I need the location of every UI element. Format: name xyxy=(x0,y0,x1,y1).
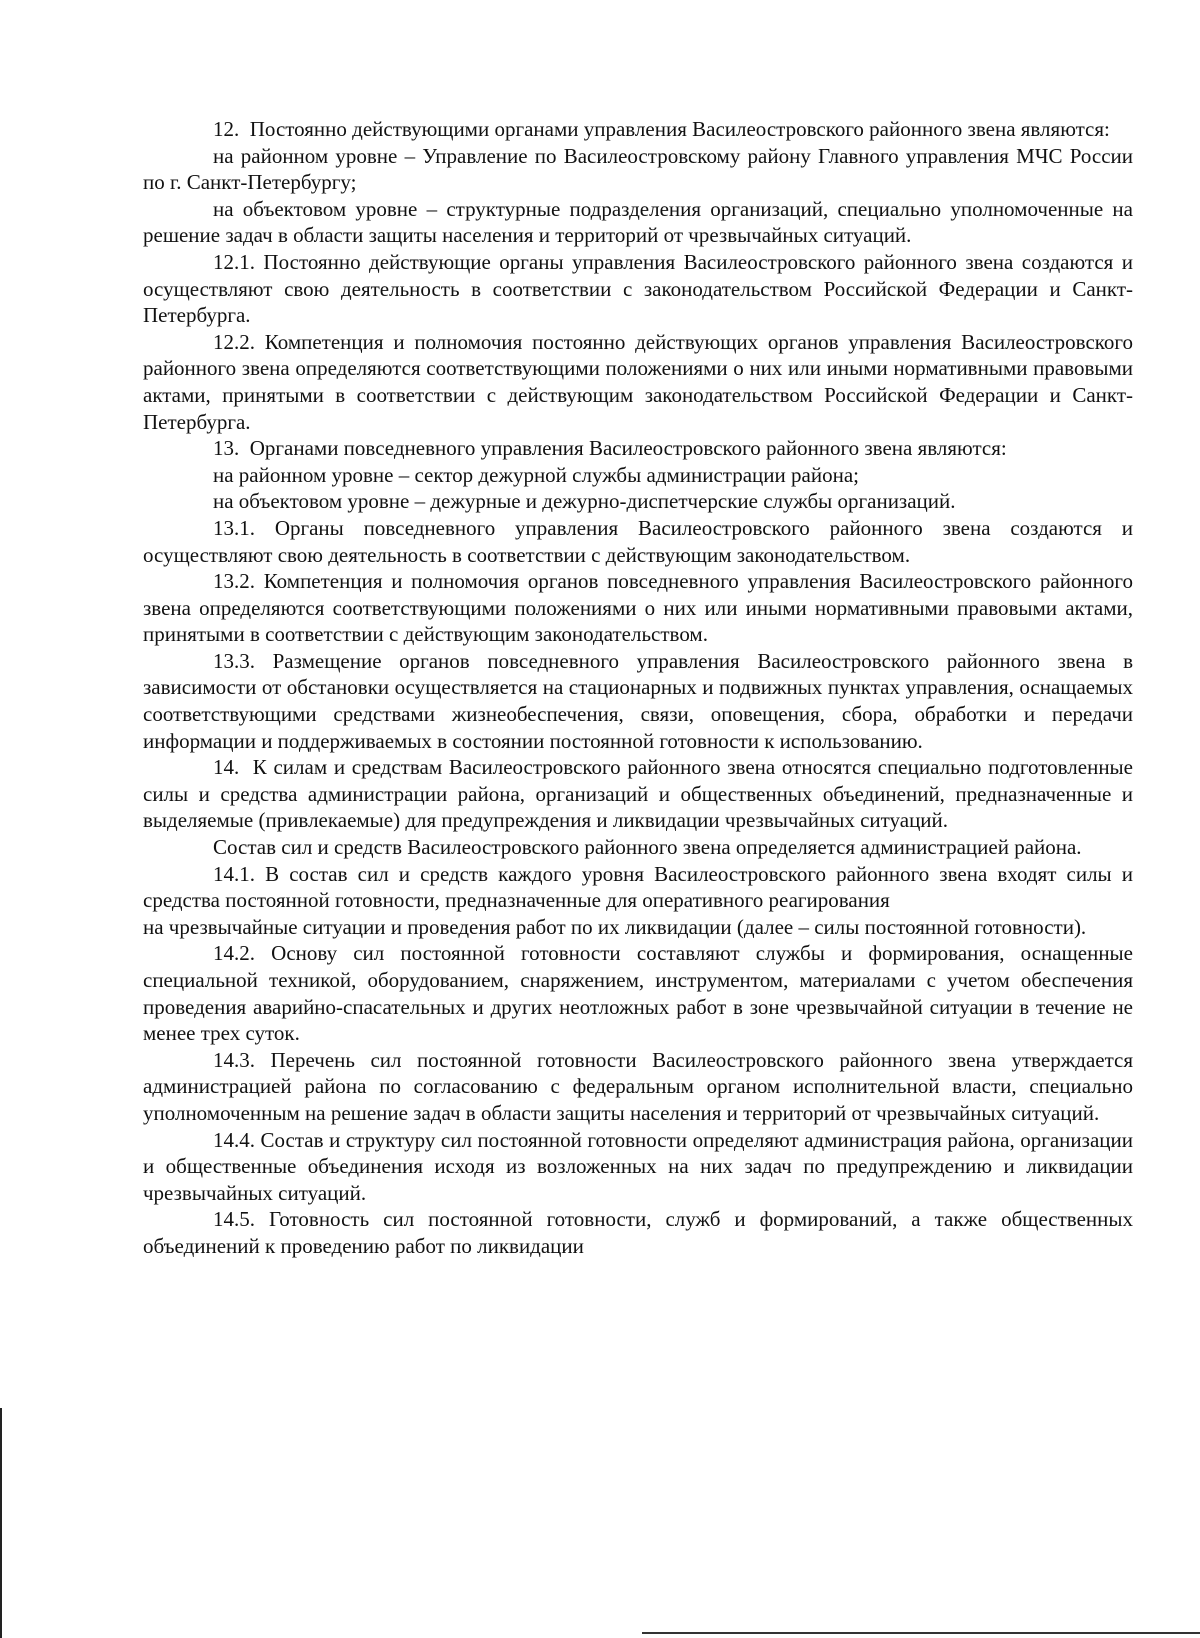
paragraph-13-1: 13.1. Органы повседневного управления Василеостровского районного звена создаются и осуществляют свою деятельность в соответствии с действующим законодательством. xyxy=(143,515,1133,567)
paragraph-13-3: 13.3. Размещение органов повседневного управления Василеостровского районного звена в зависимости от обстановки осуществляется на стационарных и подвижных пунктах управления, оснащаемых соответствующими средствами жизнеобеспечения, связи, оповещения, сбора, обработки и передачи информации и поддерживаемых в состоянии постоянной готовности к использованию. xyxy=(143,648,1133,753)
paragraph-14-composition: Состав сил и средств Василеостровского районного звена определяется администрацией района. xyxy=(213,835,1082,860)
scan-edge-mark-left xyxy=(0,1408,2,1638)
paragraph-12-district-level: на районном уровне – Управление по Василеостровскому району Главного управления МЧС России по г. Санкт-Петербургу; xyxy=(143,143,1133,195)
paragraph-13-object-level: на объектовом уровне – дежурные и дежурно-диспетчерские службы организаций. xyxy=(213,489,956,514)
paragraph-12: 12. Постоянно действующими органами управления Василеостровского районного звена являются: xyxy=(213,117,1110,141)
paragraph-14: 14. К силам и средствам Василеостровского районного звена относятся специально подготовленные силы и средства администрации района, организаций и общественных объединений, предназначенные и выделяемые (привлекаемые) для предупреждения и ликвидации чрезвычайных ситуаций. xyxy=(143,755,1133,833)
paragraph-14-2: 14.2. Основу сил постоянной готовности составляют службы и формирования, оснащенные специальной техникой, оборудованием, снаряжением, инструментом, материалами с учетом обеспечения проведения аварийно-спасательных и других неотложных работ в зоне чрезвычайной ситуации в течение не менее трех суток. xyxy=(143,941,1133,1046)
paragraph-13: 13. Органами повседневного управления Василеостровского районного звена являются: xyxy=(213,436,1007,461)
paragraph-14-1: 14.1. В состав сил и средств каждого уровня Василеостровского районного звена входят силы и средства постоянной готовности, предназначенные для оперативного реагирования xyxy=(143,861,1133,913)
paragraph-14-1-continued: на чрезвычайные ситуации и проведения работ по их ликвидации (далее – силы постоянной готовности). xyxy=(143,914,1087,939)
paragraph-14-4: 14.4. Состав и структуру сил постоянной готовности определяют администрация района, организации и общественные объединения исходя из возложенных на них задач по предупреждению и ликвидации чрезвычайных ситуаций. xyxy=(143,1127,1133,1205)
scan-edge-mark-bottom xyxy=(642,1632,1200,1634)
paragraph-13-2: 13.2. Компетенция и полномочия органов повседневного управления Василеостровского районного звена определяются соответствующими положениями о них или иными нормативными правовыми актами, принятыми в соответствии с действующим законодательством. xyxy=(143,569,1133,647)
paragraph-12-1: 12.1. Постоянно действующие органы управления Василеостровского районного звена создаются и осуществляют свою деятельность в соответствии с законодательством Российской Федерации и Санкт-Петербурга. xyxy=(143,249,1133,328)
paragraph-12-2: 12.2. Компетенция и полномочия постоянно действующих органов управления Василеостровского районного звена определяются соответствующими положениями о них или иными нормативными правовыми актами, принятыми в соответствии с действующим законодательством Российской Федерации и Санкт-Петербурга. xyxy=(143,329,1133,434)
paragraph-14-5: 14.5. Готовность сил постоянной готовности, служб и формирований, а также общественных объединений к проведению работ по ликвидации xyxy=(143,1207,1133,1258)
paragraph-14-3: 14.3. Перечень сил постоянной готовности Василеостровского районного звена утверждается администрацией района по согласованию с федеральным органом исполнительной власти, специально уполномоченным на решение задач в области защиты населения и территорий от чрезвычайных ситуаций. xyxy=(143,1047,1133,1125)
paragraph-12-object-level: на объектовом уровне – структурные подразделения организаций, специально уполномоченные на решение задач в области защиты населения и территорий от чрезвычайных ситуаций. xyxy=(143,196,1133,248)
document-body xyxy=(143,116,1133,1260)
paragraph-13-district-level: на районном уровне – сектор дежурной службы администрации района; xyxy=(213,462,859,487)
